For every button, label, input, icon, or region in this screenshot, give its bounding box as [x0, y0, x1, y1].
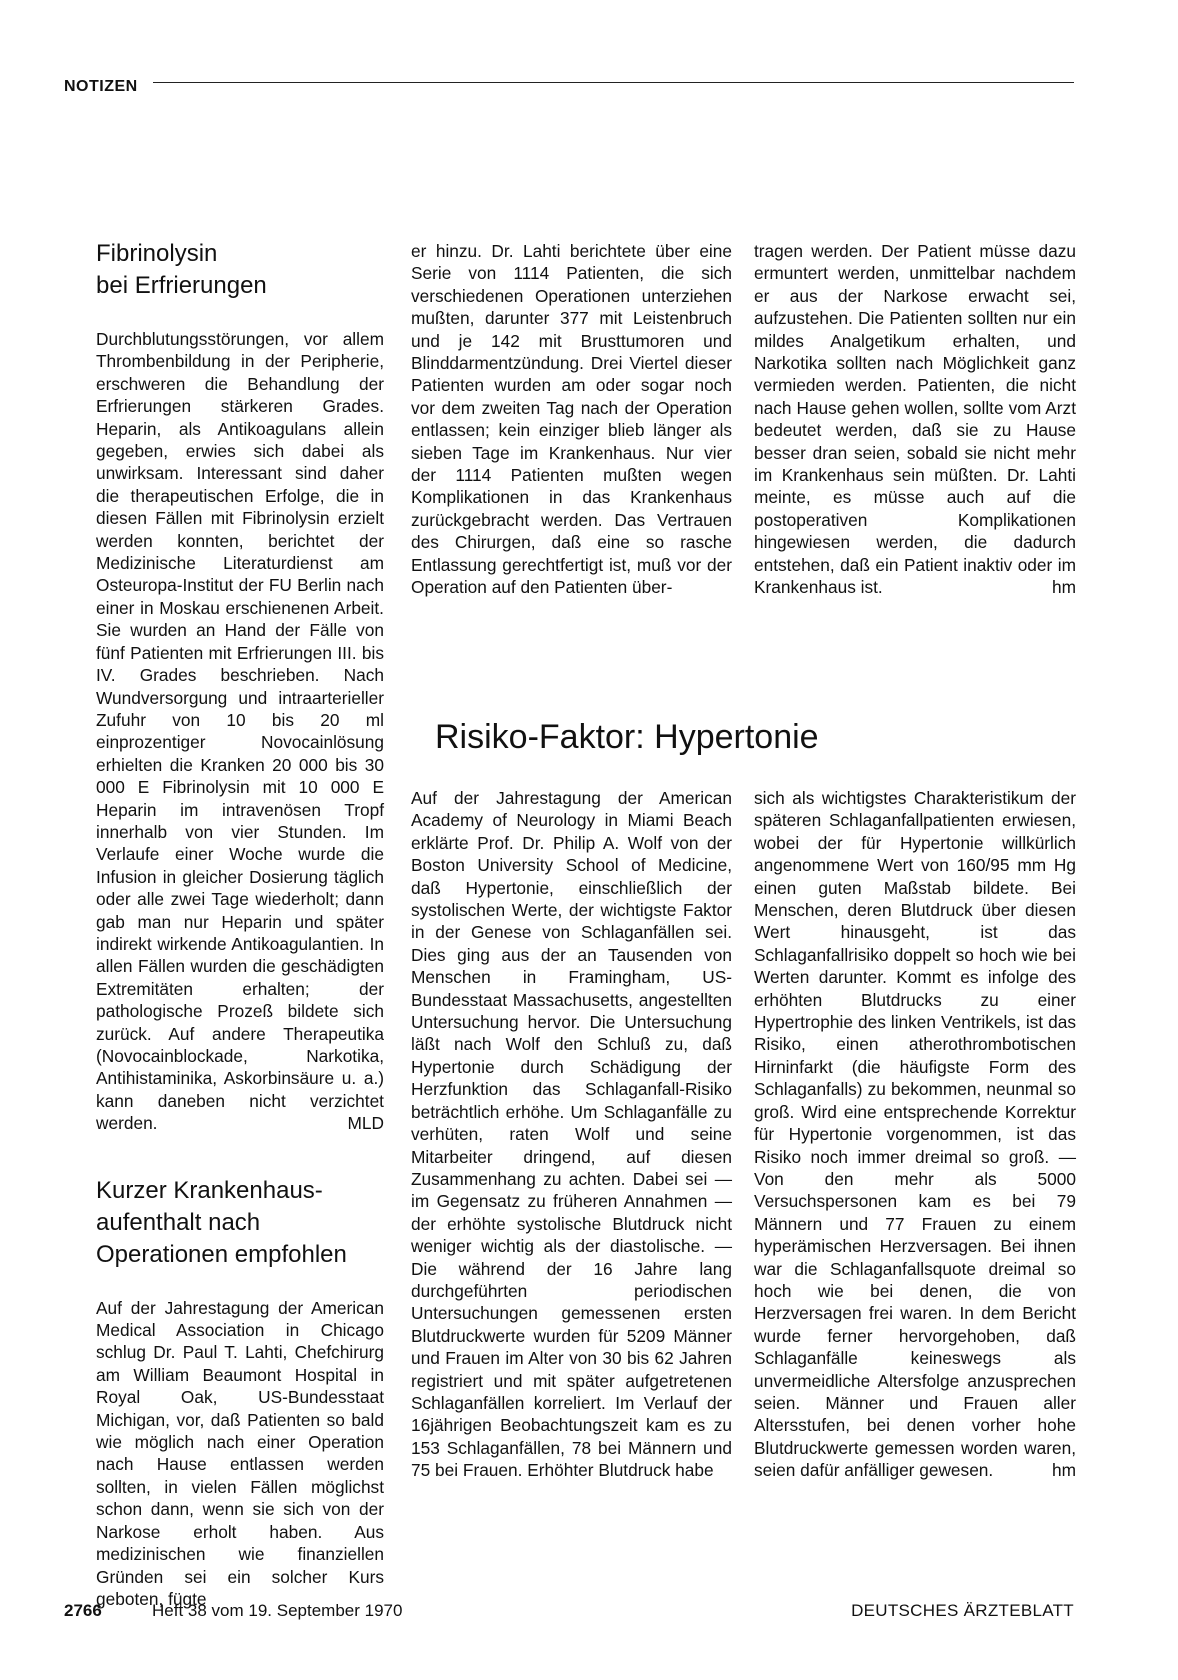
article-signature: hm [1051, 577, 1076, 598]
article-body-krankenhausaufenthalt-part3: tragen werden. Der Patient müsse dazu ermuntert werden, unmittelbar nachdem er aus der Narkose erwacht sei, aufzustehen. Die Patienten sollten nur ein mildes Analgetikum erhalten, und Narkotika sollten nach Möglichkeit ganz vermieden werden. Patienten, die nicht nach Hause gehen wollen, sollte vom Arzt bedeutet werden, daß sie zu Hause besser dran seien, sobald sie nicht mehr im Krankenhaus sein müßten. Dr. Lahti meinte, es müsse auch auf die postoperativen Komplikationen hingewiesen werden, die dadurch entstehen, daß ein Patient inaktiv oder im Krankenhaus ist. hm [754, 241, 1076, 598]
column-3 [754, 240, 1076, 599]
article-body-krankenhausaufenthalt-part2: er hinzu. Dr. Lahti berichtete über eine Serie von 1114 Patienten, die sich verschiedenen Operationen unterziehen mußten, darunter 377 mit Leistenbruch und je 142 mit Brusttumoren und Blinddarmentzündung. Drei Viertel dieser Patienten wurden am oder sogar noch vor dem zweiten Tag nach der Operation entlassen; kein einziger blieb länger als sieben Tage im Krankenhaus. Nur vier der 1114 Patienten mußten wegen Komplikationen in das Krankenhaus zurückgebracht werden. Das Vertrauen des Chirurgen, daß eine so rasche Entlassung gerechtfertigt ist, muß vor der Operation auf den Patienten über- [411, 241, 732, 598]
article-body-krankenhausaufenthalt-part1: Auf der Jahrestagung der American Medical Association in Chicago schlug Dr. Paul T. Lahti, Chefchirurg am William Beaumont Hospital in Royal Oak, US-Bundesstaat Michigan, vor, daß Patienten so bald wie möglich nach einer Operation nach Hause entlassen werden sollten, in vielen Fällen möglichst schon dann, wenn sie sich von der Narkose erholt haben. Aus medizinischen wie finanziellen Gründen sei ein solcher Kurs geboten, fügte [96, 1297, 384, 1609]
column-2 [411, 240, 732, 599]
column-4 [411, 787, 732, 1482]
page-number: 2766 [64, 1601, 102, 1620]
article-title-fibrinolysin: Fibrinolysin bei Erfrierungen [96, 240, 267, 299]
section-label: NOTIZEN [64, 78, 138, 95]
article-body-hypertonie-part2: sich als wichtigstes Charakteristikum der späteren Schlaganfallpatienten erwiesen, wobei der für Hypertonie willkürlich angenommene Wert von 160/95 mm Hg einen guten Maßstab bildete. Bei Menschen, deren Blutdruck über diesen Wert hinausgeht, ist das Schlaganfallrisiko doppelt so hoch wie bei Werten darunter. Kommt es infolge des erhöhten Blutdrucks zu einer Hypertrophie des linken Ventrikels, ist das Risiko, einen atherothrombotischen Hirninfarkt (die häufigste Form des Schlaganfalls) zu bekommen, neunmal so groß. Wird eine entsprechende Korrektur für Hypertonie vorgenommen, ist das Risiko noch immer dreimal so groß. — Von den mehr als 5000 Versuchspersonen kam es bei 79 Männern und 77 Frauen zu einem hyperämischen Herzversagen. Bei ihnen war die Schlaganfallsquote dreimal so hoch wie bei denen, die von Herzversagen frei waren. In dem Bericht wurde ferner hervorgehoben, daß Schlaganfälle keineswegs als unvermeidliche Altersfolge anzusprechen seien. Männer und Frauen aller Altersstufen, bei denen vorher hohe Blutdruckwerte gemessen worden waren, seien dafür anfälliger gewesen. hm [754, 788, 1076, 1481]
article-signature: hm [1051, 1460, 1076, 1481]
article-title-krankenhausaufenthalt: Kurzer Krankenhaus- aufenthalt nach Operationen empfohlen [96, 1176, 347, 1268]
issue-info: Heft 38 vom 19. September 1970 [152, 1601, 403, 1620]
article-title-hypertonie: Risiko-Faktor: Hypertonie [435, 718, 819, 756]
column-5 [754, 787, 1076, 1482]
article-signature: MLD [347, 1113, 384, 1134]
header-rule [153, 82, 1074, 83]
column-1 [96, 238, 384, 1610]
article-body-hypertonie-part1: Auf der Jahrestagung der American Academy of Neurology in Miami Beach erklärte Prof. Dr. Philip A. Wolf von der Boston University School of Medicine, daß Hypertonie, einschließlich der systolischen Werte, der wichtigste Faktor in der Genese von Schlaganfällen sei. Dies ging aus der an Tausenden von Menschen in Framingham, US-Bundesstaat Massachusetts, angestellten Untersuchung hervor. Die Untersuchung läßt nach Wolf den Schluß zu, daß Hypertonie durch Schädigung der Herzfunktion das Schlaganfall-Risiko beträchtlich erhöhe. Um Schlaganfälle zu verhüten, raten Wolf und seine Mitarbeiter dringend, auf diesen Zusammenhang zu achten. Dabei sei — im Gegensatz zu früheren Annahmen — der erhöhte systolische Blutdruck nicht weniger wichtig als der diastolische. — Die während der 16 Jahre lang durchgeführten periodischen Untersuchungen gemessenen ersten Blutdruckwerte wurden für 5209 Männer und Frauen im Alter von 30 bis 62 Jahren registriert und mit später aufgetretenen Schlaganfällen korreliert. Im Verlauf der 16jährigen Beobachtungszeit kam es zu 153 Schlaganfällen, 78 bei Männern und 75 bei Frauen. Erhöhter Blutdruck habe [411, 788, 732, 1481]
publication-name: DEUTSCHES ÄRZTEBLATT [851, 1601, 1074, 1620]
article-body-fibrinolysin: Durchblutungsstörungen, vor allem Thrombenbildung in der Peripherie, erschweren die Behandlung der Erfrierungen stärkeren Grades. Heparin, als Antikoagulans allein gegeben, erwies sich dabei als unwirksam. Interessant sind daher die therapeutischen Erfolge, die in diesen Fällen mit Fibrinolysin erzielt werden konnten, berichtet der Medizinische Literaturdienst am Osteuropa-Institut der FU Berlin nach einer in Moskau erschienenen Arbeit. Sie wurden an Hand der Fälle von fünf Patienten mit Erfrierungen III. bis IV. Grades beschrieben. Nach Wundversorgung und intraarterieller Zufuhr von 10 bis 20 ml einprozentiger Novocainlösung erhielten die Kranken 20 000 bis 30 000 E Fibrinolysin mit 10 000 E Heparin im intravenösen Tropf innerhalb von vier Stunden. Im Verlaufe einer Woche wurde die Infusion in gleicher Dosierung täglich oder alle zwei Tage wiederholt; dann gab man nur Heparin und später indirekt wirkende Antikoagulantien. In allen Fällen wurden die geschädigten Extremitäten erhalten; der pathologische Prozeß bildete sich zurück. Auf andere Therapeutika (Novocainblockade, Narkotika, Antihistaminika, Askorbinsäure u. a.) kann daneben nicht verzichtet werden. MLD [96, 329, 384, 1134]
